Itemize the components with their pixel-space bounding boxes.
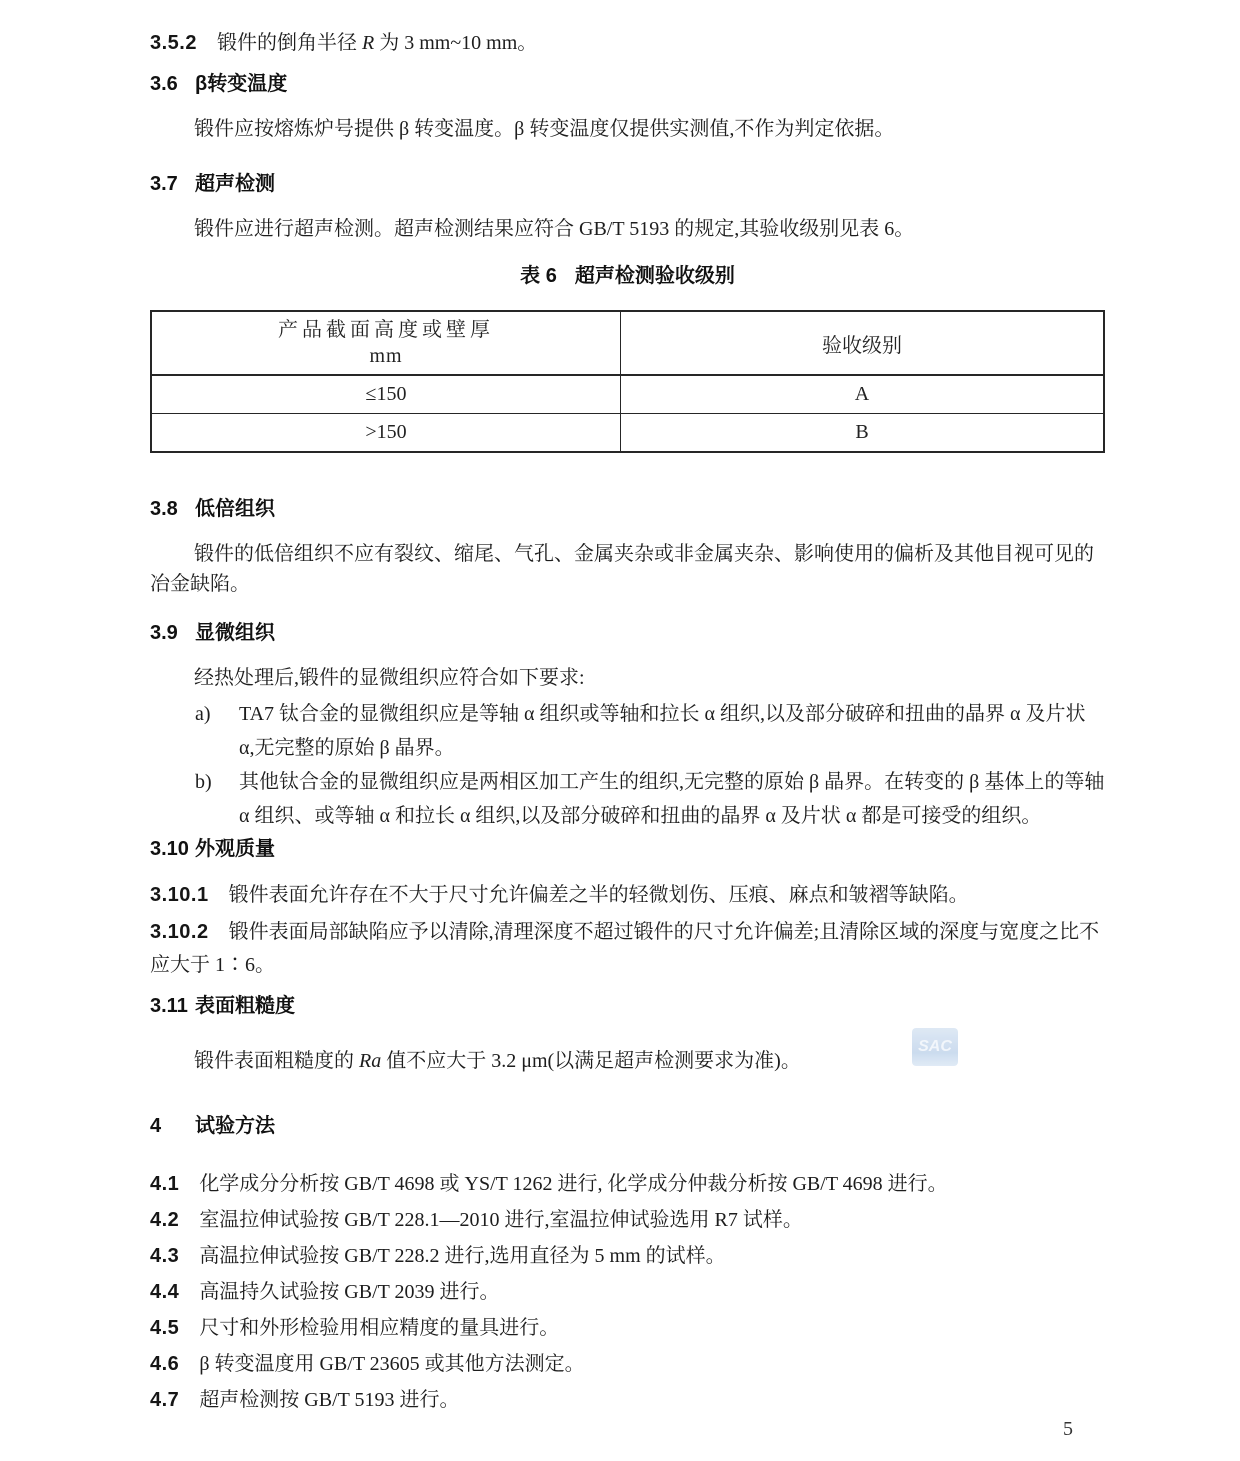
list-item-text: 其他钛合金的显微组织应是两相区加工产生的组织,无完整的原始 β 晶界。在转变的 β 基体上的等轴 α 组织、或等轴 α 和拉长 α 组织,以及部分破碎和扭曲的晶界 α 及片状 α 都是可接受的组织。 — [239, 771, 1105, 827]
list-item-text: TA7 钛合金的显微组织应是等轴 α 组织或等轴和拉长 α 组织,以及部分破碎和扭曲的晶界 α 及片状 α,无完整的原始 β 晶界。 — [239, 703, 1086, 759]
list-item-a — [195, 697, 1105, 765]
clause-text: 高温拉伸试验按 GB/T 228.2 进行,选用直径为 5 mm 的试样。 — [199, 1245, 726, 1267]
clause-3-5-2 — [150, 28, 1105, 58]
clause-3-10-2 — [150, 916, 1105, 982]
paragraph-3-11: 锻件表面粗糙度的 Ra 值不应大于 3.2 μm(以满足超声检测要求为准)。 — [194, 1050, 801, 1072]
clause-number: 4.3 — [150, 1245, 180, 1267]
clause-number: 4.1 — [150, 1173, 180, 1195]
list-3-9 — [195, 697, 1105, 833]
clause-text: 锻件表面允许存在不大于尺寸允许偏差之半的轻微划伤、压痕、麻点和皱褶等缺陷。 — [228, 884, 969, 906]
variable-symbol: Ra — [359, 1050, 382, 1072]
heading-number: 3.6 — [150, 73, 178, 95]
table-body — [151, 375, 1104, 452]
cell-thickness: ≤150 — [151, 375, 621, 414]
heading-title: 表面粗糙度 — [195, 995, 295, 1017]
clause-4-1 — [150, 1168, 1105, 1201]
clause-number: 4.6 — [150, 1353, 180, 1375]
heading-4 — [150, 1112, 1105, 1140]
column-header-thickness-label: 产品截面高度或壁厚 — [278, 319, 494, 341]
heading-3-8 — [150, 495, 1105, 523]
cell-grade: A — [621, 375, 1105, 414]
table-6-caption — [150, 262, 1105, 290]
sac-watermark-logo: SAC — [912, 1028, 958, 1066]
clause-4-7 — [150, 1384, 1105, 1417]
list-item-label: b) — [195, 771, 212, 793]
column-header-thickness — [151, 311, 621, 375]
heading-title: 外观质量 — [195, 838, 275, 860]
heading-3-11 — [150, 992, 1105, 1020]
heading-3-7 — [150, 170, 1105, 198]
table-row — [151, 375, 1104, 414]
page-number: 5 — [1063, 1418, 1073, 1440]
list-item-label: a) — [195, 703, 211, 725]
clause-4-6 — [150, 1348, 1105, 1381]
clause-text: 化学成分分析按 GB/T 4698 或 YS/T 1262 进行, 化学成分仲裁分析按 GB/T 4698 进行。 — [199, 1173, 948, 1195]
clause-number: 4.2 — [150, 1209, 180, 1231]
heading-number: 3.8 — [150, 498, 178, 520]
clause-text: 室温拉伸试验按 GB/T 228.1—2010 进行,室温拉伸试验选用 R7 试样。 — [199, 1209, 803, 1231]
heading-title: 显微组织 — [195, 622, 275, 644]
clause-4-5 — [150, 1312, 1105, 1345]
table-header-row — [151, 311, 1104, 375]
paragraph-3-6: 锻件应按熔炼炉号提供 β 转变温度。β 转变温度仅提供实测值,不作为判定依据。 — [194, 118, 895, 140]
heading-number: 3.7 — [150, 173, 178, 195]
clause-number: 4.4 — [150, 1281, 180, 1303]
clause-text: 高温持久试验按 GB/T 2039 进行。 — [199, 1281, 500, 1303]
heading-number: 3.11 — [150, 995, 188, 1017]
table-title: 超声检测验收级别 — [574, 265, 735, 287]
paragraph-3-8: 锻件的低倍组织不应有裂纹、缩尾、气孔、金属夹杂或非金属夹杂、影响使用的偏析及其他目视可见的冶金缺陷。 — [150, 543, 1094, 595]
heading-title: 低倍组织 — [195, 498, 275, 520]
clause-4-4 — [150, 1276, 1105, 1309]
heading-number: 3.10 — [150, 838, 189, 860]
heading-number: 4 — [150, 1115, 162, 1137]
table-label: 表 6 — [520, 265, 557, 287]
clause-number: 4.7 — [150, 1389, 180, 1411]
table-6-ultrasonic-acceptance — [150, 310, 1105, 453]
heading-title: 超声检测 — [195, 173, 275, 195]
heading-3-9 — [150, 619, 1105, 647]
clause-3-10-1 — [150, 879, 1105, 912]
clause-4-2 — [150, 1204, 1105, 1237]
list-item-b — [195, 765, 1105, 833]
cell-grade: B — [621, 414, 1105, 453]
table-header — [151, 311, 1104, 375]
table-row — [151, 414, 1104, 453]
variable-symbol: R — [361, 32, 375, 54]
paragraph-3-9-intro: 经热处理后,锻件的显微组织应符合如下要求: — [194, 667, 585, 689]
clause-4-3 — [150, 1240, 1105, 1273]
cell-thickness: >150 — [151, 414, 621, 453]
clause-text: 超声检测按 GB/T 5193 进行。 — [199, 1389, 460, 1411]
clause-text: 锻件的倒角半径 R 为 3 mm~10 mm。 — [216, 32, 538, 54]
heading-3-6 — [150, 70, 1105, 98]
column-header-thickness-unit: mm — [369, 345, 403, 367]
clause-number: 3.10.1 — [150, 884, 209, 906]
heading-number: 3.9 — [150, 622, 178, 644]
clause-number: 3.5.2 — [150, 32, 197, 54]
clause-text: 尺寸和外形检验用相应精度的量具进行。 — [199, 1317, 560, 1339]
heading-3-10 — [150, 835, 1105, 863]
heading-title: β转变温度 — [195, 73, 288, 95]
heading-title: 试验方法 — [195, 1115, 275, 1137]
column-header-grade: 验收级别 — [621, 311, 1105, 375]
clause-number: 4.5 — [150, 1317, 180, 1339]
paragraph-3-7: 锻件应进行超声检测。超声检测结果应符合 GB/T 5193 的规定,其验收级别见表 6。 — [194, 218, 915, 240]
clause-number: 3.10.2 — [150, 921, 209, 943]
clause-text: 锻件表面局部缺陷应予以清除,清理深度不超过锻件的尺寸允许偏差;且清除区域的深度与宽度之比不应大于 1∶6。 — [150, 921, 1100, 976]
clause-text: β 转变温度用 GB/T 23605 或其他方法测定。 — [199, 1353, 585, 1375]
